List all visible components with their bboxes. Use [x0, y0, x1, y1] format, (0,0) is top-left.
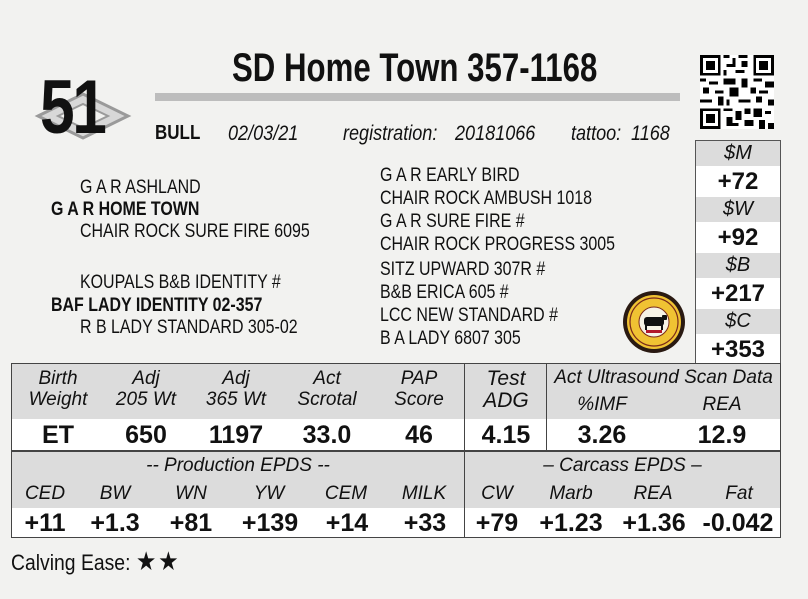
perf-value: ET — [42, 421, 74, 449]
lot-number: 51 — [40, 65, 105, 150]
carcass-header: CW — [481, 483, 513, 504]
perf-header: PAP — [400, 368, 438, 389]
registration-number: 20181066 — [455, 122, 536, 145]
perf-header: Act — [313, 368, 341, 389]
pedigree-ggp: CHAIR ROCK PROGRESS 3005 — [380, 234, 616, 255]
perf-header: Birth — [38, 368, 78, 389]
carcass-header: Fat — [725, 483, 753, 504]
index-label-c: $C — [696, 309, 780, 334]
test-header: ADG — [483, 389, 529, 412]
epd-header: BW — [99, 483, 131, 504]
carcass-value: +1.23 — [539, 509, 603, 537]
pedigree-ggp: B&B ERICA 605 # — [380, 282, 509, 303]
birth-date: 02/03/21 — [228, 122, 299, 145]
calving-ease-label: Calving Ease: — [11, 550, 131, 575]
epd-header: CEM — [324, 483, 368, 504]
epd-value: +11 — [24, 509, 66, 537]
epd-header: WN — [175, 483, 207, 504]
pedigree-dam-sire: KOUPALS B&B IDENTITY # — [80, 272, 281, 293]
carcass-header: REA — [633, 483, 673, 504]
carcass-value: +1.36 — [622, 509, 686, 537]
perf-header: Weight — [28, 389, 88, 410]
qr-code-icon — [700, 55, 774, 129]
perf-value: 650 — [125, 421, 167, 449]
ultrasound-value: 12.9 — [697, 421, 747, 449]
epd-value: +81 — [169, 509, 213, 537]
pedigree-ggp: B A LADY 6807 305 — [380, 328, 521, 349]
carcass-header: Marb — [549, 483, 593, 504]
epd-header: YW — [253, 483, 285, 504]
calving-ease — [11, 547, 180, 577]
test-header: Test — [486, 367, 526, 390]
epd-header: CED — [24, 483, 66, 504]
perf-header: 365 Wt — [205, 389, 267, 410]
epd-value: +14 — [325, 509, 369, 537]
test-adg-value: 4.15 — [481, 421, 531, 449]
index-value-m: +72 — [696, 166, 780, 197]
epd-value: +139 — [241, 509, 299, 537]
animal-name: SD Home Town 357-1168 — [232, 46, 598, 90]
pedigree-dam-dam: R B LADY STANDARD 305-02 — [80, 317, 298, 338]
epd-table — [11, 451, 781, 538]
index-label-b: $B — [696, 253, 780, 278]
epd-header: MILK — [401, 483, 447, 504]
registration-label: registration: — [343, 122, 438, 145]
pedigree-sire-sire: G A R ASHLAND — [80, 177, 201, 198]
epd-value: +33 — [403, 509, 447, 537]
ultrasound-header: REA — [702, 394, 742, 415]
perf-value: 46 — [405, 421, 433, 449]
index-value-c: +353 — [696, 334, 780, 365]
perf-header: Scrotal — [297, 389, 357, 410]
pedigree-ggp: CHAIR ROCK AMBUSH 1018 — [380, 188, 592, 209]
perf-header: 205 Wt — [115, 389, 177, 410]
pedigree-ggp: G A R EARLY BIRD — [380, 165, 520, 186]
ultrasound-header: %IMF — [577, 394, 627, 415]
name-underline — [155, 93, 680, 101]
pedigree-ggp: LCC NEW STANDARD # — [380, 305, 558, 326]
pedigree-ggp: SITZ UPWARD 307R # — [380, 259, 546, 280]
ultrasound-value: 3.26 — [577, 421, 627, 449]
pedigree-ggp: G A R SURE FIRE # — [380, 211, 525, 232]
index-label-m: $M — [696, 141, 780, 166]
index-value-w: +92 — [696, 222, 780, 253]
perf-value: 33.0 — [302, 421, 352, 449]
carcass-epds-title: – Carcass EPDS – — [543, 455, 702, 476]
production-epds-title: -- Production EPDS -- — [146, 455, 330, 476]
epd-value: +1.3 — [90, 509, 140, 537]
ultrasound-title: Act Ultrasound Scan Data — [554, 367, 773, 388]
star-icon: ★★ — [135, 546, 181, 576]
sex-label: BULL — [155, 122, 201, 144]
pedigree-dam: BAF LADY IDENTITY 02-357 — [51, 295, 263, 316]
perf-header: Adj — [222, 368, 250, 389]
index-label-w: $W — [696, 197, 780, 222]
perf-header: Adj — [132, 368, 160, 389]
index-value-b: +217 — [696, 278, 780, 309]
tattoo-number: 1168 — [631, 122, 670, 145]
dollar-index-panel — [695, 140, 781, 366]
carcass-value: -0.042 — [702, 509, 774, 537]
perf-value: 1197 — [208, 421, 264, 449]
breeder-seal-icon — [622, 290, 686, 354]
performance-table — [11, 363, 781, 451]
carcass-value: +79 — [475, 509, 519, 537]
pedigree-sire: G A R HOME TOWN — [51, 199, 200, 220]
perf-header: Score — [394, 389, 444, 410]
tattoo-label: tattoo: — [571, 122, 622, 145]
pedigree-sire-dam: CHAIR ROCK SURE FIRE 6095 — [80, 221, 310, 242]
